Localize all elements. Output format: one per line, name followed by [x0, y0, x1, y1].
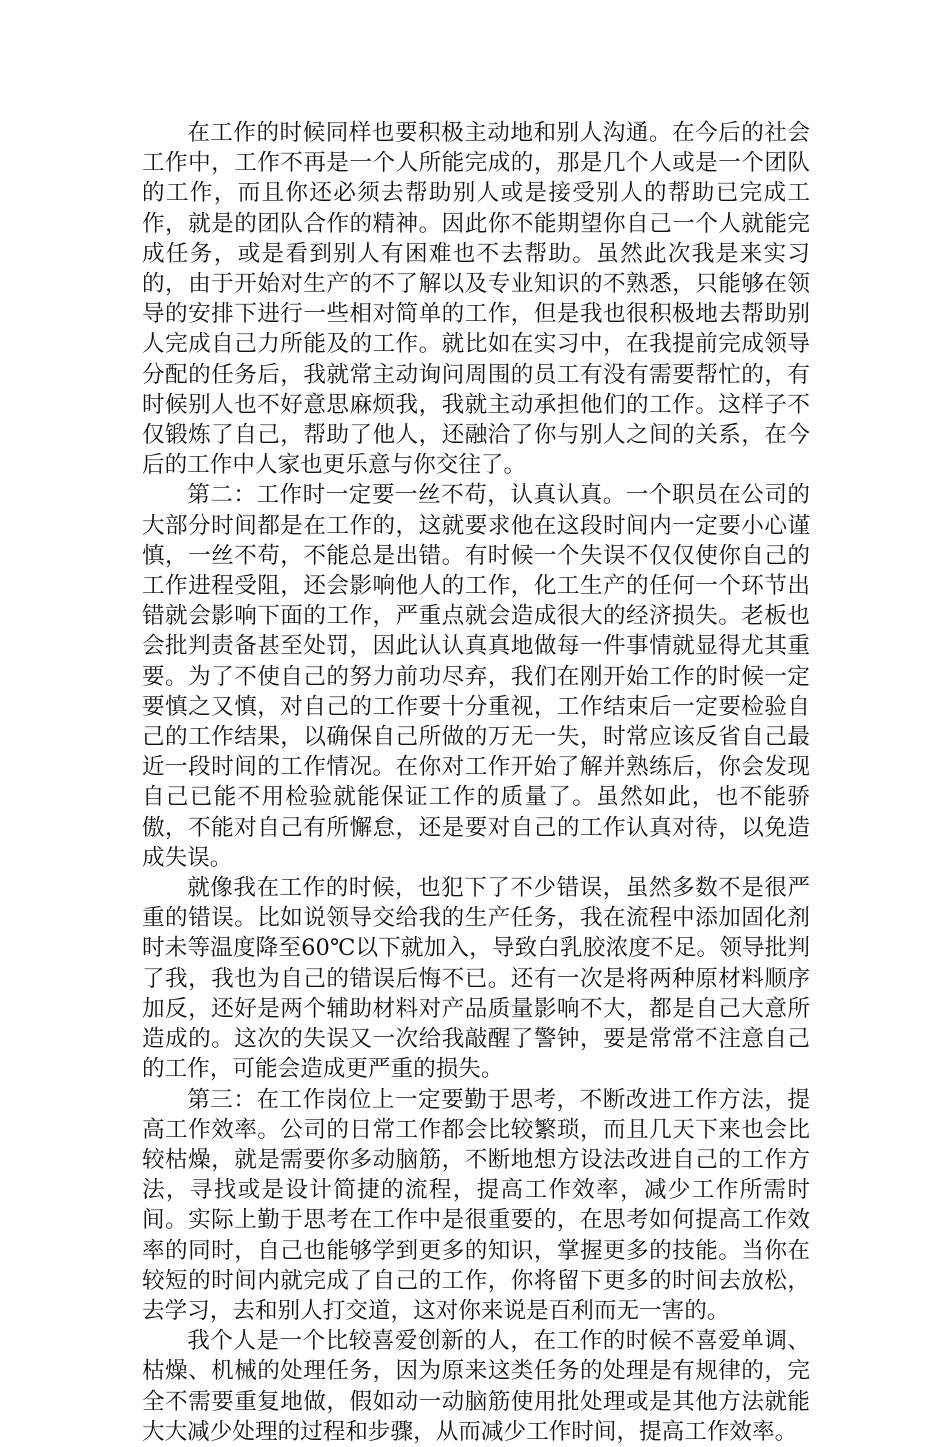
- paragraph-point-three: 第三：在工作岗位上一定要勤于思考，不断改进工作方法，提高工作效率。公司的日常工作都会比较繁琐，而且几天下来也会比较枯燥，就是需要你多动脑筋，不断地想方设法改进自己的工作方法，寻找或是设计简捷的流程，提高工作效率，减少工作所需时间。实际上勤于思考在工作中是很重要的，在思考如何提高工作效率的同时，自己也能够学到更多的知识，掌握更多的技能。当你在较短的时间内就完成了自己的工作，你将留下更多的时间去放松，去学习，去和别人打交道，这对你来说是百利而无一害的。: [142, 1086, 810, 1324]
- document-body: [142, 118, 810, 1447]
- paragraph-mistakes: 就像我在工作的时候，也犯下了不少错误，虽然多数不是很严重的错误。比如说领导交给我的生产任务，我在流程中添加固化剂时未等温度降至60℃以下就加入，导致白乳胶浓度不足。领导批判了我，我也为自己的错误后悔不已。还有一次是将两种原材料顺序加反，还好是两个辅助材料对产品质量影响不大，都是自己大意所造成的。这次的失误又一次给我敲醒了警钟，要是常常不注意自己的工作，可能会造成更严重的损失。: [142, 875, 810, 1083]
- paragraph-innovation: 我个人是一个比较喜爱创新的人，在工作的时候不喜爱单调、枯燥、机械的处理任务，因为原来这类任务的处理是有规律的，完全不需要重复地做，假如动一动脑筋使用批处理或是其他方法就能大大减少处理的过程和步骤，从而减少工作时间，提高工作效率。: [142, 1328, 810, 1445]
- paragraph-point-two: 第二：工作时一定要一丝不苟，认真认真。一个职员在公司的大部分时间都是在工作的，这就要求他在这段时间内一定要小心谨慎，一丝不苟，不能总是出错。有时候一个失误不仅仅使你自己的工作进程受阻，还会影响他人的工作，化工生产的任何一个环节出错就会影响下面的工作，严重点就会造成很大的经济损失。老板也会批判责备甚至处罚，因此认认真真地做每一件事情就显得尤其重要。为了不使自己的努力前功尽弃，我们在刚开始工作的时候一定要慎之又慎，对自己的工作要十分重视，工作结束后一定要检验自己的工作结果，以确保自己所做的万无一失，时常应该反省自己最近一段时间的工作情况。在你对工作开始了解并熟练后，你会发现自己已能不用检验就能保证工作的质量了。虽然如此，也不能骄傲，不能对自己有所懈怠，还是要对自己的工作认真对待，以免造成失误。: [142, 482, 810, 871]
- paragraph-communication: 在工作的时候同样也要积极主动地和别人沟通。在今后的社会工作中，工作不再是一个人所能完成的，那是几个人或是一个团队的工作，而且你还必须去帮助别人或是接受别人的帮助已完成工作，就是的团队合作的精神。因此你不能期望你自己一个人就能完成任务，或是看到别人有困难也不去帮助。虽然此次我是来实习的，由于开始对生产的不了解以及专业知识的不熟悉，只能够在领导的安排下进行一些相对简单的工作，但是我也很积极地去帮助别人完成自己力所能及的工作。就比如在实习中，在我提前完成领导分配的任务后，我就常主动询问周围的员工有没有需要帮忙的，有时候别人也不好意思麻烦我，我就主动承担他们的工作。这样子不仅锻炼了自己，帮助了他人，还融洽了你与别人之间的关系，在今后的工作中人家也更乐意与你交往了。: [142, 120, 810, 479]
